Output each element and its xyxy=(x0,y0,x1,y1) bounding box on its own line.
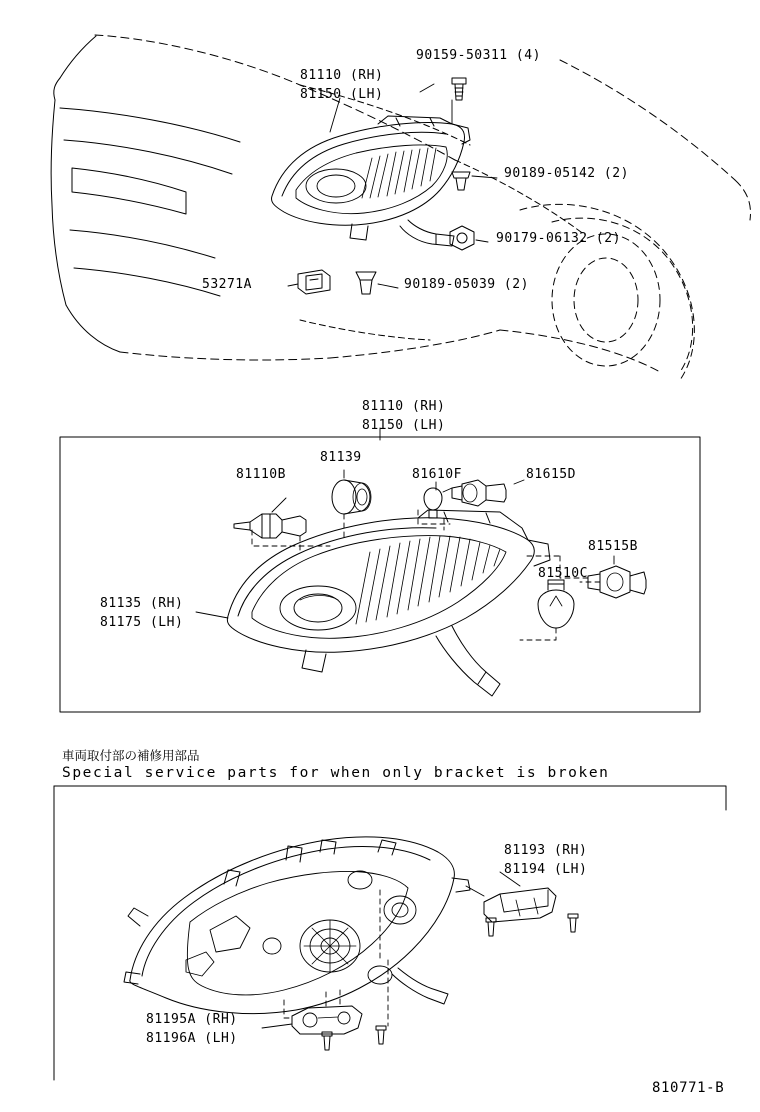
label-socket-81515B: 81515B xyxy=(588,539,638,554)
middle-frame xyxy=(60,437,700,712)
label-lamp-assy-rh: 81110 (RH) xyxy=(300,68,384,83)
label-socket-81610F: 81610F xyxy=(412,467,462,482)
label-bracket-rh: 81193 (RH) xyxy=(504,843,588,858)
figure-number: 810771-B xyxy=(652,1080,725,1096)
label-lamp-assy-lh: 81150 (LH) xyxy=(300,87,384,102)
label-lens-lh: 81175 (LH) xyxy=(100,615,184,630)
headlamp-rear-view xyxy=(124,837,470,1014)
label-clip-90189-05142: 90189-05142 (2) xyxy=(504,166,629,181)
label-bolt-90159: 90159-50311 (4) xyxy=(416,48,541,63)
vehicle-body-outline xyxy=(51,35,750,380)
middle-components xyxy=(234,480,646,628)
label-bulb-81615D: 81615D xyxy=(526,467,576,482)
label-middle-assy-rh: 81110 (RH) xyxy=(362,399,446,414)
label-clip-90189-05039: 90189-05039 (2) xyxy=(404,277,529,292)
label-bracket-lh: 81194 (LH) xyxy=(504,862,588,877)
note-japanese: 車両取付部の補修用部品 xyxy=(62,748,200,763)
headlamp-assembly-top xyxy=(272,116,471,246)
label-bulb-81110B: 81110B xyxy=(236,467,286,482)
label-middle-assy-lh: 81150 (LH) xyxy=(362,418,446,433)
label-cover-81139: 81139 xyxy=(320,450,362,465)
middle-leader-lines xyxy=(196,428,614,640)
label-bracket-a-rh: 81195A (RH) xyxy=(146,1012,238,1027)
label-nut-90179-06132: 90179-06132 (2) xyxy=(496,231,621,246)
note-english: Special service parts for when only bracket is broken xyxy=(62,765,610,781)
label-lens-rh: 81135 (RH) xyxy=(100,596,184,611)
bracket-parts xyxy=(262,872,578,1050)
label-bracket-a-lh: 81196A (LH) xyxy=(146,1031,238,1046)
label-bulb-81510C: 81510C xyxy=(538,566,588,581)
top-leader-lines xyxy=(288,84,497,288)
label-retainer-53271A: 53271A xyxy=(202,277,252,292)
